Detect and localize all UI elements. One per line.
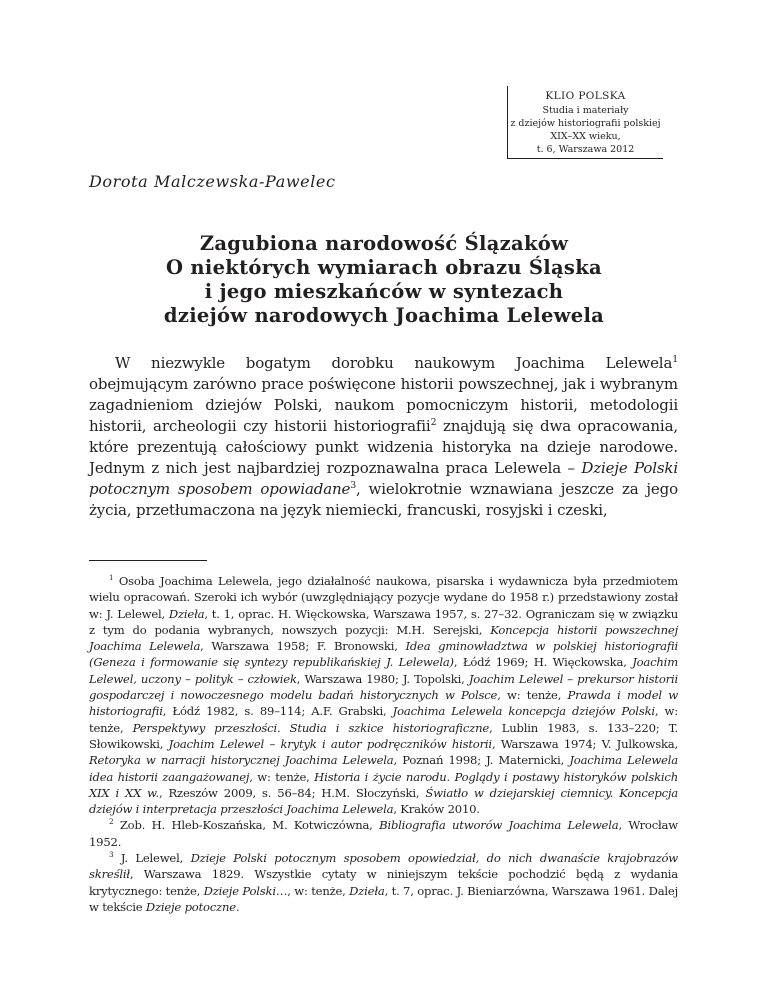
footnote-text: , Kraków 2010. xyxy=(393,802,480,817)
journal-subtitle-line: Studia i materiały xyxy=(542,105,629,116)
footnote-text: , w: tenże, xyxy=(89,704,678,735)
cited-title: Dzieje potoczne xyxy=(145,899,236,914)
footnote-text: , Łódź 1982, s. 89–114; A.F. Grabski, xyxy=(162,704,393,719)
journal-subtitle-line: XIX–XX wieku, xyxy=(550,131,621,142)
cited-title: Prawda i model w historiografii xyxy=(89,688,678,719)
title-line: Zagubiona narodowość Ślązaków xyxy=(199,232,569,255)
cited-title: Joachim Lelewel, uczony – polityk – człowiek xyxy=(89,655,678,686)
body-paragraph xyxy=(89,353,678,521)
footnote-number: 2 xyxy=(109,817,114,827)
footnote-text: , Lublin 1983, s. 133–220; T. Słowikowski, xyxy=(89,720,678,751)
footnote-text: , t. 7, oprac. J. Bieniarzówna, Warszawa 1961. Dalej w tekście xyxy=(89,883,678,914)
journal-name: KLIO POLSKA xyxy=(545,90,626,102)
footnote-text: . xyxy=(235,899,240,914)
cited-title: Dzieje Polski potocznym sposobem opowiedział, do nich dwanaście krajobrazów skreślił xyxy=(89,851,678,882)
footnote-text: , Warszawa 1829. Wszystkie cytaty w niniejszym tekście pochodzić będą z wydania krytycznego: tenże, xyxy=(89,867,678,898)
cited-title: Światło w dziejarskiej ciemnicy. Koncepcja dziejów i interpretacja przeszłości Joachima Lelewela xyxy=(89,785,678,817)
body-text-segment: , wielokrotnie wznawiana jeszcze za jego życia, przetłumaczona na język niemiecki, francuski, rosyjski i czeski, xyxy=(89,480,678,519)
footnote-text: Zob. H. Hleb-Koszańska, M. Kotwiczówna, xyxy=(113,818,380,833)
footnote-ref[interactable]: 3 xyxy=(350,480,357,491)
footnote-text: , w: tenże, xyxy=(497,688,568,703)
footnote-ref[interactable]: 2 xyxy=(430,417,437,428)
book-title: Dzieje Polski potocznym sposobem opowiadane xyxy=(89,459,678,498)
cited-title: Perspektywy przeszłości. Studia i szkice historiograficzne xyxy=(132,720,490,735)
footnote-text: , w: tenże, xyxy=(287,883,350,898)
footnote-text: , w: tenże, xyxy=(249,769,315,784)
footnote-text: , Poznań 1998; J. Maternicki, xyxy=(393,753,570,768)
title-line: O niektórych wymiarach obrazu Śląska xyxy=(166,256,602,279)
footnote-text: , Łódź 1969; H. Więckowska, xyxy=(453,655,633,670)
footnote-number: 1 xyxy=(109,573,114,583)
cited-title: Idea gminowładztwa w polskiej historiografii (Geneza i formowanie się syntezy republikańskiej J. Lelewela) xyxy=(89,639,678,670)
cited-title: Dzieje Polski… xyxy=(203,883,288,898)
cited-title: Koncepcja historii powszechnej Joachima Lelewela xyxy=(89,622,678,654)
footnote-text: , Warszawa 1980; J. Topolski, xyxy=(296,671,469,686)
cited-title: Dzieła xyxy=(349,883,385,898)
cited-title: Retoryka w narracji historycznej Joachima Lelewela xyxy=(89,753,394,768)
cited-title: Bibliografia utworów Joachima Lelewela xyxy=(379,818,619,833)
footnote-text: J. Lelewel, xyxy=(113,851,191,866)
cited-title: Joachim Lelewel – krytyk i autor podręczników historii xyxy=(168,736,492,751)
cited-title: Joachima Lelewela idea historii zaangażowanej xyxy=(89,753,679,784)
footnote-text: , Warszawa 1958; F. Bronowski, xyxy=(200,639,406,654)
footnote-3 xyxy=(89,850,678,915)
footnote-separator xyxy=(89,560,207,561)
footnote-2 xyxy=(89,817,678,850)
footnote-1 xyxy=(89,573,678,817)
footnotes xyxy=(89,573,678,915)
cited-title: Dzieła xyxy=(168,606,205,621)
footnote-text: , Warszawa 1974; V. Julkowska, xyxy=(491,736,678,751)
footnote-text: , t. 1, oprac. H. Więckowska, Warszawa 1957, s. 27–32. Ograniczam się w związku z tym do podania wybranych, nowszych pozycji: M.H. Serejski, xyxy=(89,606,678,637)
body-text-segment: W niezwykle bogatym dorobku naukowym Joachima Lelewela xyxy=(115,354,673,372)
journal-info-box xyxy=(507,86,663,159)
journal-volume-line: t. 6, Warszawa 2012 xyxy=(536,144,635,155)
body-text-segment: obejmującym zarówno prace poświęcone historii powszechnej, jak i wybranym zagadnieniom dziejów Polski, naukom pomocniczym historii, metodologii historii, archeologii czy historii historiografii xyxy=(89,375,678,435)
footnote-number: 3 xyxy=(109,850,114,860)
footnote-text: , Rzeszów 2009, s. 56–84; H.M. Słoczyński, xyxy=(159,785,426,800)
footnote-text: Osoba Joachima Lelewela, jego działalność naukowa, pisarska i wydawnicza była przedmiotem wielu opracowań. Szeroki ich wybór (uwzględniający pozycje wydane do 1958 r.) przedstawiony został w: J. Lelewel, xyxy=(89,574,678,621)
journal-subtitle-line: z dziejów historiografii polskiej xyxy=(510,118,661,129)
body-text-segment: znajdują się dwa opracowania, które prezentują całościowy punkt widzenia historyka na dzieje narodowe. Jednym z nich jest najbardziej rozpoznawalna praca Lelewela – xyxy=(89,417,678,477)
cited-title: Historia i życie narodu. Poglądy i postawy historyków polskich XIX i XX w. xyxy=(89,769,678,800)
title-line: i jego mieszkańców w syntezach xyxy=(204,280,564,303)
footnote-ref[interactable]: 1 xyxy=(672,354,678,365)
article-title xyxy=(90,232,678,328)
title-line: dziejów narodowych Joachima Lelewela xyxy=(163,304,605,327)
cited-title: Joachim Lelewel – prekursor historii gospodarczej i nowoczesnego modelu badań historycznych w Polsce xyxy=(89,671,678,703)
footnote-text: , Wrocław 1952. xyxy=(89,818,678,849)
cited-title: Joachima Lelewela koncepcja dziejów Polski xyxy=(392,704,655,719)
author-name: Dorota Malczewska-Pawelec xyxy=(89,172,336,191)
